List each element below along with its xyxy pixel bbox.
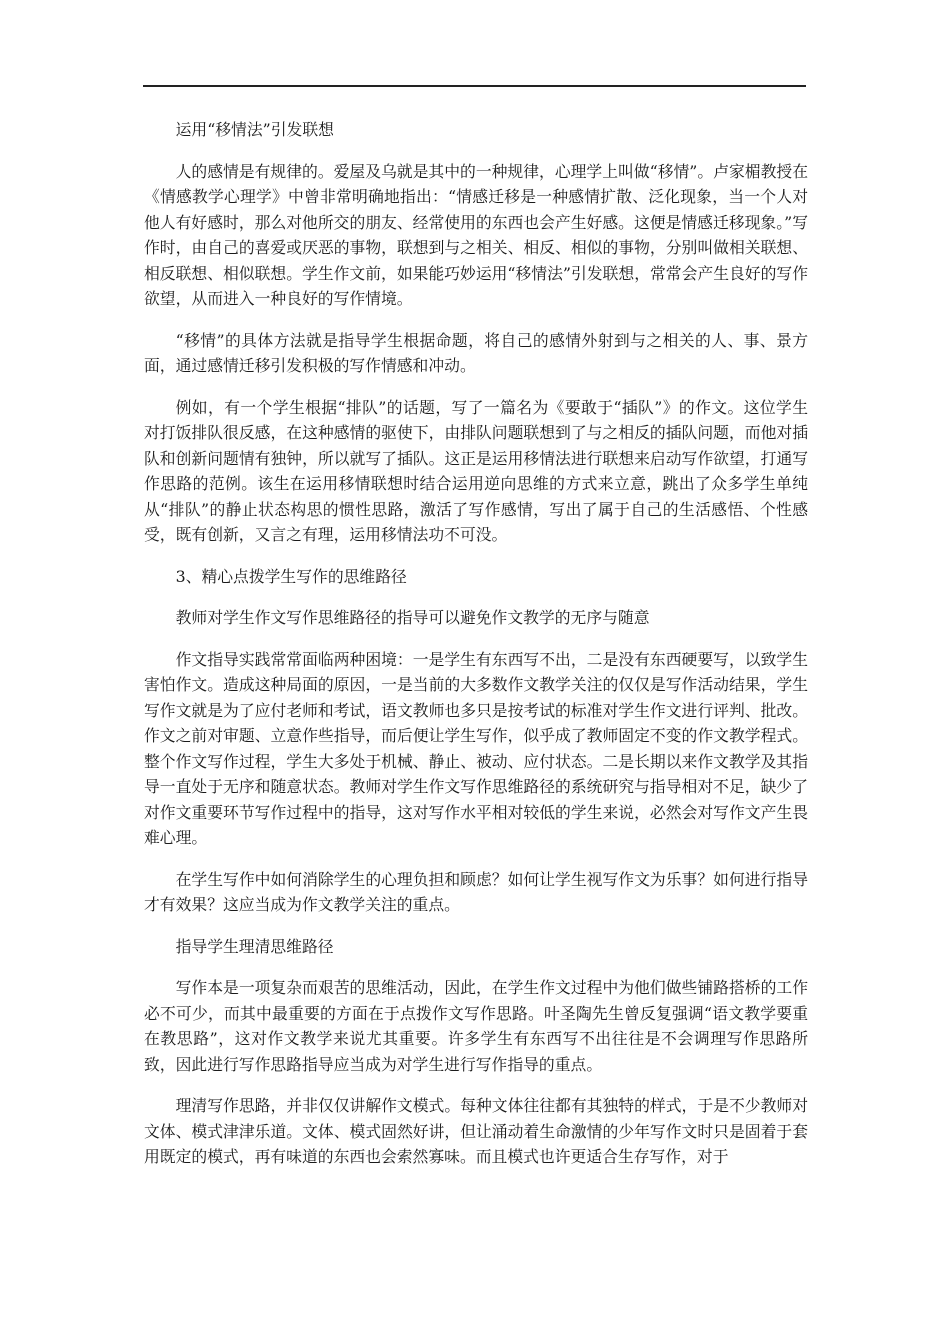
subheading-guidance: 教师对学生作文写作思维路径的指导可以避免作文教学的无序与随意 xyxy=(175,608,650,627)
paragraph: 理清写作思路，并非仅仅讲解作文模式。每种文体往往都有其独特的样式，于是不少教师对文体、模式津津乐道。文体、模式固然好讲，但让涌动着生命激情的少年写作文时只是固着于套用既定的模式，再有味道的东西也会索然寡味。而且模式也许更适合生存写作，对于 xyxy=(144,1096,808,1166)
paragraph: 人的感情是有规律的。爱屋及乌就是其中的一种规律，心理学上叫做“移情”。卢家楣教授在《情感教学心理学》中曾非常明确地指出：“情感迁移是一种感情扩散、泛化现象，当一个人对他人有好感时，那么对他所交的朋友、经常使用的东西也会产生好感。这便是情感迁移现象。”写作时，由自己的喜爱或厌恶的事物，联想到与之相关、相反、相似的事物，分别叫做相关联想、相反联想、相似联想。学生作文前，如果能巧妙运用“移情法”引发联想，常常会产生良好的写作欲望，从而进入一种良好的写作情境。 xyxy=(144,161,808,308)
section-heading-empathy: 运用“移情法”引发联想 xyxy=(175,120,334,139)
paragraph: “移情”的具体方法就是指导学生根据命题，将自己的感情外射到与之相关的人、事、景方面，通过感情迁移引发积极的写作情感和冲动。 xyxy=(144,330,808,375)
document-body xyxy=(144,117,808,1186)
paragraph: 例如，有一个学生根据“排队”的话题，写了一篇名为《要敢于“插队”》的作文。这位学生对打饭排队很反感，在这种感情的驱使下，由排队问题联想到了与之相反的插队问题，而他对插队和创新问题情有独钟，所以就写了插队。这正是运用移情法进行联想来启动写作欲望，打通写作思路的范例。该生在运用移情联想时结合运用逆向思维的方式来立意，跳出了众多学生单纯从“排队”的静止状态构思的惯性思路，激活了写作感情，写出了属于自己的生活感悟、个性感受，既有创新，又言之有理，运用移情法功不可没。 xyxy=(144,397,808,544)
paragraph: 在学生写作中如何消除学生的心理负担和顾虑？如何让学生视写作文为乐事？如何进行指导才有效果？这应当成为作文教学关注的重点。 xyxy=(144,869,808,914)
paragraph: 写作本是一项复杂而艰苦的思维活动，因此，在学生作文过程中为他们做些铺路搭桥的工作必不可少，而其中最重要的方面在于点拨作文写作思路。叶圣陶先生曾反复强调“语文教学要重在教思路”，这对作文教学来说尤其重要。许多学生有东西写不出往往是不会调理写作思路所致，因此进行写作思路指导应当成为对学生进行写作指导的重点。 xyxy=(144,978,808,1074)
header-rule xyxy=(143,85,806,87)
section-heading-thinking-path: 3、精心点拨学生写作的思维路径 xyxy=(175,566,407,586)
subheading-clarify-path: 指导学生理清思维路径 xyxy=(175,936,334,956)
paragraph: 作文指导实践常常面临两种困境：一是学生有东西写不出，二是没有东西硬要写，以致学生害怕作文。造成这种局面的原因，一是当前的大多数作文教学关注的仅仅是写作活动结果，学生写作文就是为了应付老师和考试，语文教师也多只是按考试的标准对学生作文进行评判、批改。作文之前对审题、立意作些指导，而后便让学生写作，似乎成了教师固定不变的作文教学程式。整个作文写作过程，学生大多处于机械、静止、被动、应付状态。二是长期以来作文教学及其指导一直处于无序和随意状态。教师对学生作文写作思维路径的系统研究与指导相对不足，缺少了对作文重要环节写作过程中的指导，这对写作水平相对较低的学生来说，必然会对写作文产生畏难心理。 xyxy=(144,649,808,847)
